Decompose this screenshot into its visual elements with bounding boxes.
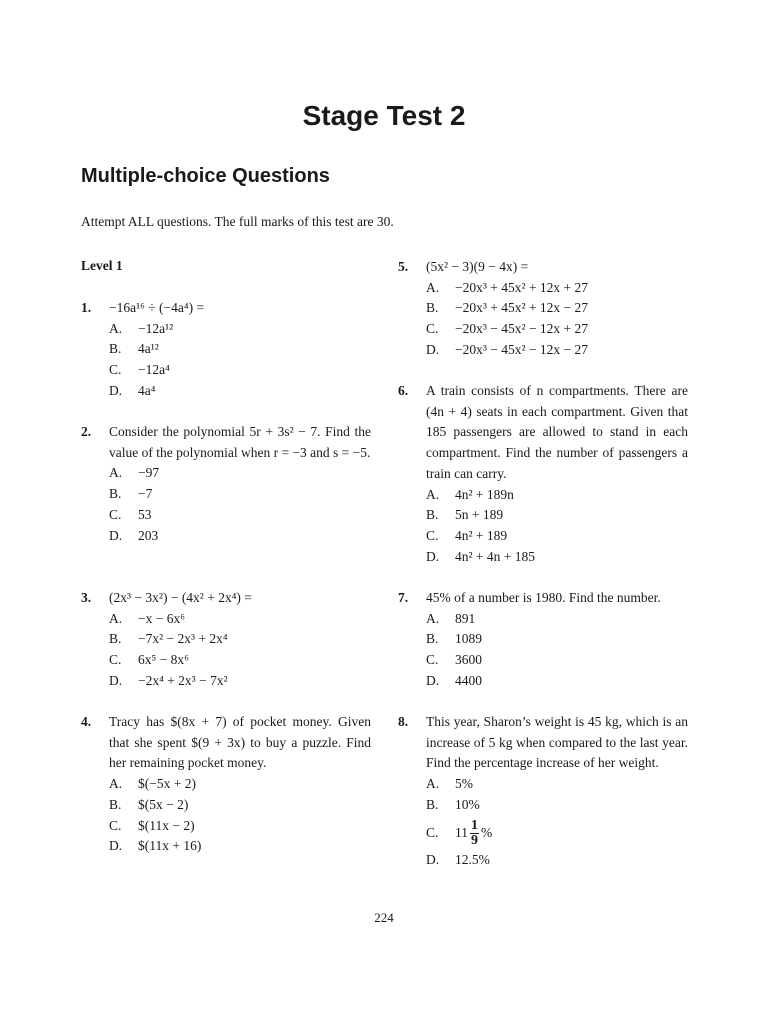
- option-a[interactable]: A. 891: [426, 610, 476, 626]
- page-title: Stage Test 2: [302, 100, 466, 131]
- instructions: Attempt ALL questions. The full marks of this test are 30.: [81, 214, 394, 229]
- question-4: [81, 712, 371, 857]
- percent-sign: %: [481, 824, 493, 840]
- option-b[interactable]: B. −7x² − 2x³ + 2x⁴: [109, 631, 228, 647]
- option-a[interactable]: A. −20x³ + 45x² + 12x + 27: [426, 279, 589, 295]
- option-d[interactable]: D. 4n² + 4n + 185: [426, 548, 536, 564]
- level-heading: Level 1: [81, 258, 123, 273]
- option-a[interactable]: A. $(−5x + 2): [109, 776, 196, 792]
- option-b[interactable]: B. −7: [109, 486, 153, 502]
- question-text: Tracy has $(8x + 7) of pocket money. Given that she spent $(9 + 3x) to buy a puzzle. Find her remaining pocket money.: [109, 714, 371, 771]
- question-3: [81, 588, 371, 692]
- option-b[interactable]: B. 5n + 189: [426, 507, 504, 523]
- question-text: This year, Sharon’s weight is 45 kg, which is an increase of 5 kg when compared to the last year. Find the percentage increase of her weight.: [426, 714, 688, 771]
- question-text: (5x² − 3)(9 − 4x) =: [426, 259, 529, 274]
- question-8: [398, 712, 688, 870]
- option-c[interactable]: C. 53: [109, 506, 152, 522]
- option-c[interactable]: C. 3600: [426, 652, 482, 668]
- question-number: 6.: [398, 383, 409, 398]
- question-text: 45% of a number is 1980. Find the number.: [426, 590, 661, 605]
- option-d[interactable]: D. 4400: [426, 672, 482, 688]
- fraction: [470, 819, 479, 848]
- question-1: [81, 298, 371, 402]
- option-b[interactable]: B. −20x³ + 45x² + 12x − 27: [426, 300, 589, 316]
- option-d[interactable]: D. 12.5%: [426, 851, 490, 867]
- option-c[interactable]: C. −12a⁴: [109, 362, 170, 378]
- fraction-denominator: 9: [471, 832, 478, 848]
- option-a[interactable]: A. −97: [109, 465, 160, 481]
- option-b[interactable]: B. 10%: [426, 796, 480, 812]
- option-b[interactable]: B. 4a¹²: [109, 341, 159, 357]
- question-6: [398, 381, 688, 567]
- mixed-number-whole: 11: [455, 824, 468, 840]
- option-c[interactable]: C. 4n² + 189: [426, 527, 508, 543]
- option-d[interactable]: D. 4a⁴: [109, 382, 156, 398]
- option-a[interactable]: A. 4n² + 189n: [426, 486, 514, 502]
- option-a[interactable]: A. 5%: [426, 776, 473, 792]
- question-2: [81, 422, 371, 546]
- question-number: 8.: [398, 714, 409, 729]
- question-number: 2.: [81, 424, 92, 439]
- question-text: (2x³ − 3x²) − (4x² + 2x⁴) =: [109, 590, 252, 605]
- question-number: 3.: [81, 590, 92, 605]
- option-c[interactable]: C. $(11x − 2): [109, 817, 195, 833]
- option-a[interactable]: A. −x − 6x⁶: [109, 610, 185, 626]
- option-d[interactable]: D. 203: [109, 527, 159, 543]
- question-5: [398, 257, 688, 361]
- option-c[interactable]: C. 11 $\frac{1}{9}$ %: [426, 817, 493, 848]
- option-d[interactable]: D. −20x³ − 45x² − 12x − 27: [426, 341, 589, 357]
- option-c[interactable]: C. 6x⁵ − 8x⁶: [109, 652, 189, 668]
- option-a[interactable]: A. −12a¹²: [109, 320, 174, 336]
- question-text: A train consists of n compartments. There are (4n + 4) seats in each compartment. Given that 185 passengers are allowed to stand in each compartment. Find the number of passengers a train can carry.: [426, 383, 688, 481]
- page-number: 224: [374, 910, 394, 925]
- option-d[interactable]: D. −2x⁴ + 2x³ − 7x²: [109, 672, 228, 688]
- question-text: −16a¹⁶ ÷ (−4a⁴) =: [109, 300, 205, 315]
- question-number: 7.: [398, 590, 409, 605]
- question-number: 5.: [398, 259, 409, 274]
- question-number: 1.: [81, 300, 92, 315]
- question-number: 4.: [81, 714, 92, 729]
- option-d[interactable]: D. $(11x + 16): [109, 838, 202, 854]
- question-text: Consider the polynomial 5r + 3s² − 7. Find the value of the polynomial when r = −3 and s = −5.: [109, 424, 371, 460]
- option-b[interactable]: B. 1089: [426, 631, 482, 647]
- section-heading: Multiple-choice Questions: [81, 165, 330, 187]
- fraction-numerator: 1: [471, 817, 478, 833]
- option-b[interactable]: B. $(5x − 2): [109, 796, 189, 812]
- option-c[interactable]: C. −20x³ − 45x² − 12x + 27: [426, 321, 589, 337]
- question-7: [398, 588, 688, 692]
